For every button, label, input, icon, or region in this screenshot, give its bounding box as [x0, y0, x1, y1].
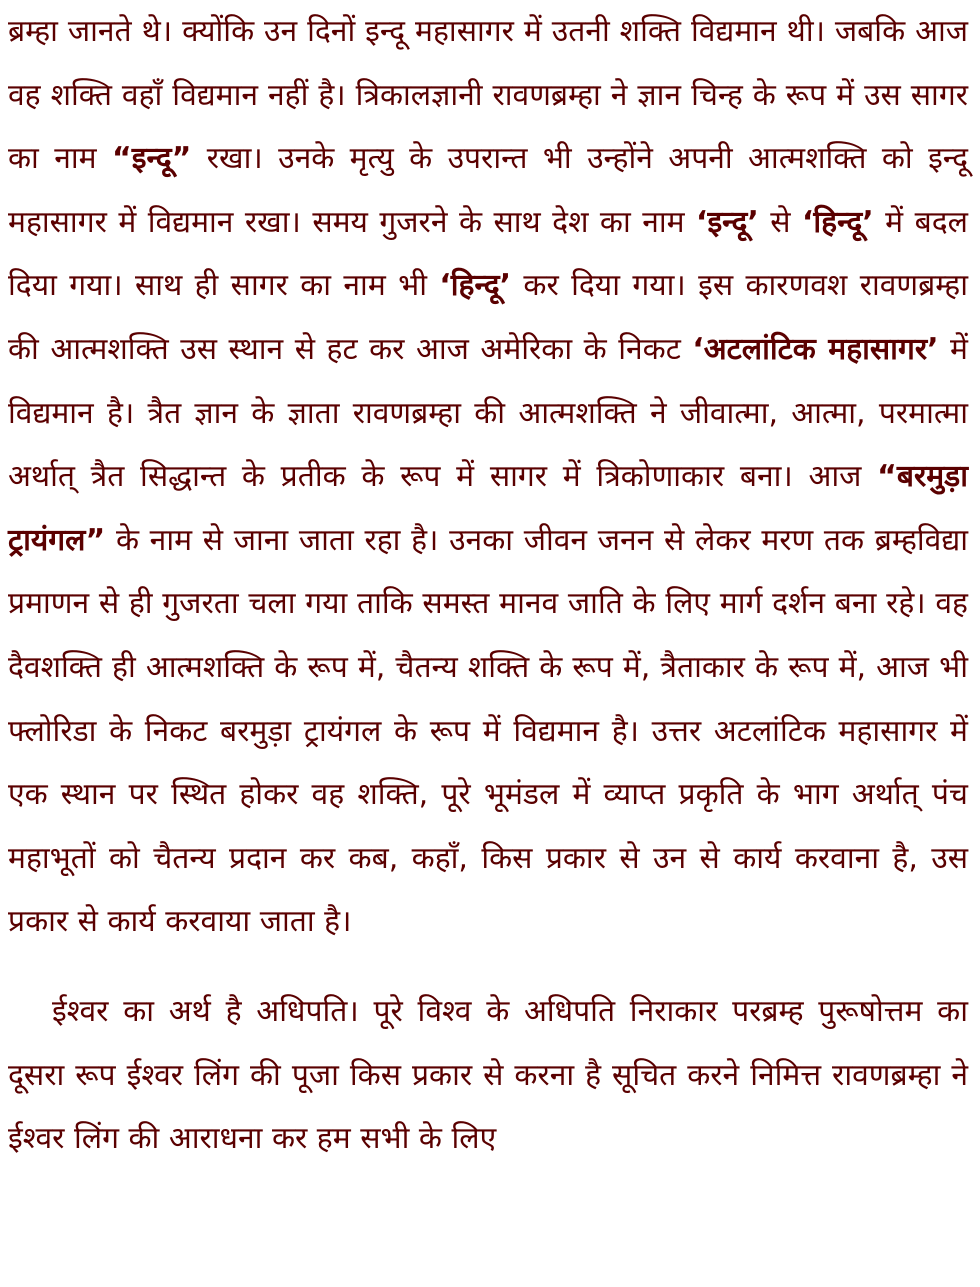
bold-term-indu: “इन्दू”: [112, 141, 192, 177]
paragraph-1-text: रखा। उनके मृत्यु के उपरान्त भी उन्होंने अपनी आत्मशक्ति को इन्दू महासागर में विद्यमान रखा। समय गुजरने के साथ देश का नाम: [8, 141, 968, 240]
paragraph-2: [8, 980, 968, 1171]
paragraph-1-text: में विद्यमान है। त्रैत ज्ञान के ज्ञाता रावणब्रम्हा की आत्मशक्ति ने जीवात्मा, आत्मा, परमात्मा अर्थात् त्रैत सिद्धान्त के प्रतीक के रूप में सागर में त्रिकोणाकार बना। आज: [8, 331, 968, 495]
paragraph-1-text: ब्रम्हा जानते थे। क्योंकि उन दिनों इन्दू महासागर में उतनी शक्ति विद्यमान थी। जबकि आज वह शक्ति वहाँ विद्यमान नहीं है। त्रिकालज्ञानी रावणब्रम्हा ने ज्ञान चिन्ह के रूप में उस सागर का नाम: [8, 14, 968, 177]
paragraph-1-text: में बदल दिया गया। साथ ही सागर का नाम भी: [8, 204, 968, 304]
bold-term-hindu: ‘हिन्दू’: [802, 204, 874, 240]
bold-term-bermuda: “बरमुड़ा ट्रायंगल”: [8, 459, 968, 558]
bold-term-hindu: ‘हिन्दू’: [439, 268, 512, 304]
paragraph-2-text: ईश्वर का अर्थ है अधिपति। पूरे विश्व के अधिपति निराकार परब्रम्ह पुरूषोत्तम का दूसरा रूप ईश्वर लिंग की पूजा किस प्रकार से करना है सूचित करने निमित्त रावणब्रम्हा ने ईश्वर लिंग की आराधना कर हम सभी के लिए: [8, 993, 968, 1157]
paragraph-1-text: से: [758, 204, 802, 240]
paragraph-1: [8, 0, 968, 954]
document-page: [8, 0, 968, 1171]
bold-term-indu: ‘इन्दू’: [696, 204, 759, 240]
paragraph-1-text: कर दिया गया। इस कारणवश रावणब्रम्हा की आत्मशक्ति उस स्थान से हट कर आज अमेरिका के निकट: [8, 268, 968, 367]
bold-term-atlantic: ‘अटलांटिक महासागर’: [692, 331, 939, 367]
paragraph-1-text: के नाम से जाना जाता रहा है। उनका जीवन जनन से लेकर मरण तक ब्रम्हविद्या प्रमाणन से ही गुजरता चला गया ताकि समस्त मानव जाति के लिए मार्ग दर्शन बना रहे। वह दैवशक्ति ही आत्मशक्ति के रूप में, चैतन्य शक्ति के रूप में, त्रैताकार के रूप में, आज भी फ्लोरिडा के निकट बरमुड़ा ट्रायंगल के रूप में विद्यमान है। उत्तर अटलांटिक महासागर में एक स्थान पर स्थित होकर वह शक्ति, पूरे भूमंडल में व्याप्त प्रकृति के भाग अर्थात् पंच महाभूतों को चैतन्य प्रदान कर कब, कहाँ, किस प्रकार से उन से कार्य करवाना है, उस प्रकार से कार्य करवाया जाता है।: [8, 522, 968, 940]
